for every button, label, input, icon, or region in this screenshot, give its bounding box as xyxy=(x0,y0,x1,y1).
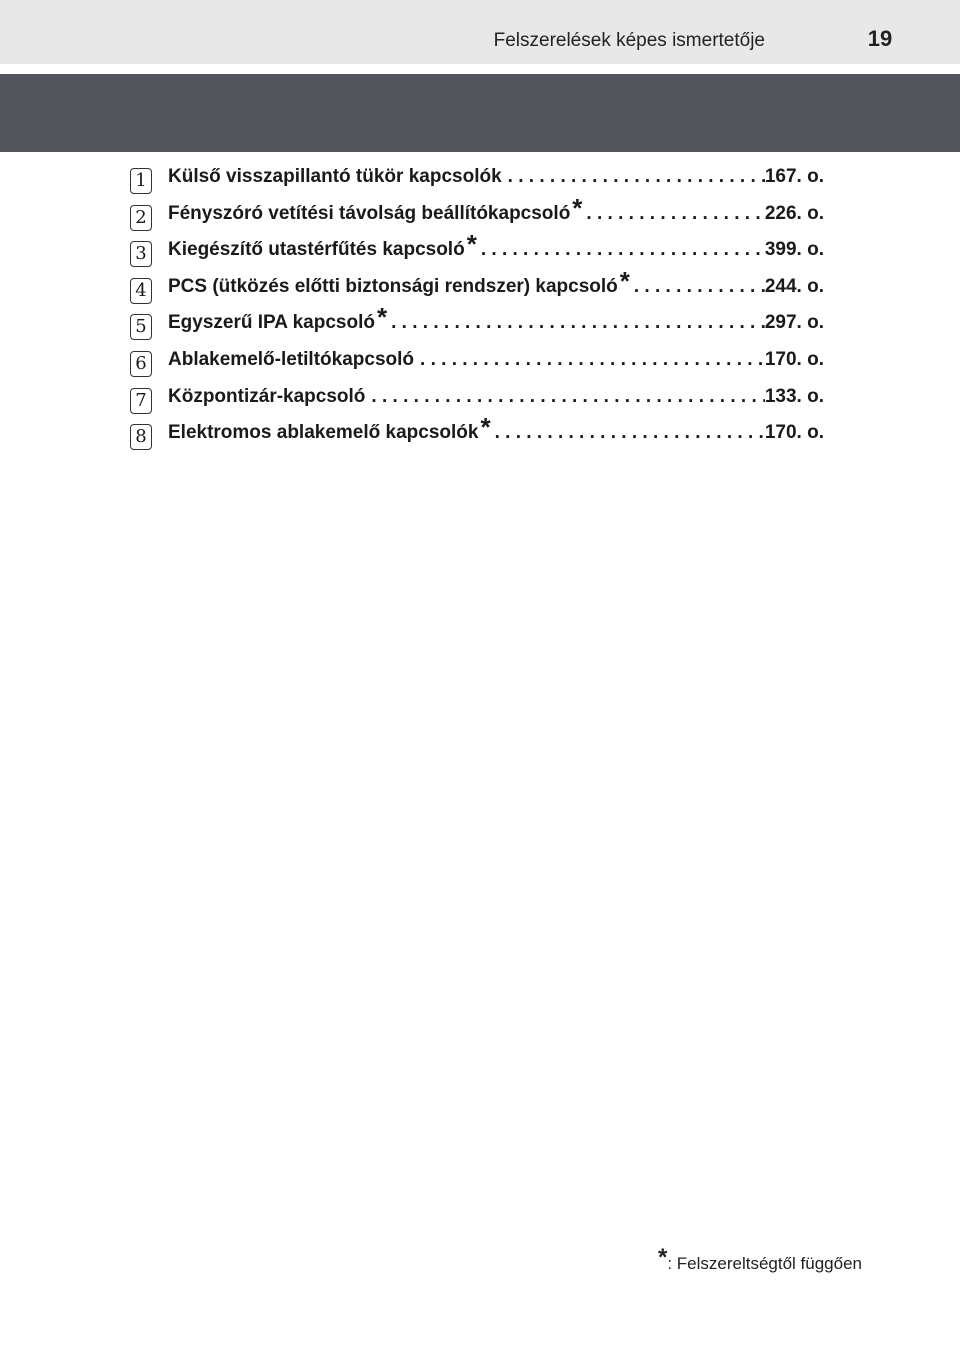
footnote-asterisk: * xyxy=(657,1244,668,1271)
item-label: Ablakemelő-letiltókapcsoló xyxy=(168,348,415,370)
dot-leader xyxy=(491,422,765,444)
item-number-badge: 3 xyxy=(130,241,152,267)
item-number-badge: 8 xyxy=(130,424,152,450)
item-page-ref[interactable]: 167. o. xyxy=(764,166,824,187)
item-page-ref[interactable]: 170. o. xyxy=(764,348,824,370)
header-band xyxy=(0,74,960,152)
dot-leader xyxy=(367,386,764,408)
dot-leader xyxy=(582,203,764,225)
item-label: Fényszóró vetítési távolság beállítókapcsoló* xyxy=(168,192,583,224)
toc-item[interactable] xyxy=(130,192,824,238)
item-number-badge: 5 xyxy=(130,314,152,340)
item-label: Központizár-kapcsoló xyxy=(168,385,366,407)
header-top-bar xyxy=(0,0,960,64)
page-number: 19 xyxy=(867,26,893,51)
item-number-badge: 7 xyxy=(130,388,152,414)
item-label: Külső visszapillantó tükör kapcsolók xyxy=(168,166,502,187)
item-page-ref[interactable]: 170. o. xyxy=(764,422,824,444)
toc-item[interactable] xyxy=(130,164,824,201)
toc-item[interactable] xyxy=(130,229,824,274)
asterisk-mark: * xyxy=(572,192,583,223)
item-number-badge: 2 xyxy=(130,205,152,231)
dot-leader xyxy=(387,312,765,334)
item-label: PCS (ütközés előtti biztonsági rendszer) kapcsoló* xyxy=(168,265,630,297)
dot-leader xyxy=(504,166,765,188)
toc-item[interactable] xyxy=(130,265,824,311)
toc-item[interactable] xyxy=(130,384,824,421)
item-page-ref[interactable]: 226. o. xyxy=(764,202,824,224)
footnote-text: : Felszereltségtől függően xyxy=(667,1254,862,1273)
item-label: Egyszerű IPA kapcsoló* xyxy=(168,302,388,334)
footnote xyxy=(657,1244,862,1276)
section-title: Felszerelések képes ismertetője xyxy=(493,30,765,51)
item-page-ref[interactable]: 399. o. xyxy=(764,239,824,261)
item-label: Kiegészítő utastérfűtés kapcsoló* xyxy=(168,229,477,261)
dot-leader xyxy=(416,349,765,371)
item-number-badge: 4 xyxy=(130,278,152,304)
asterisk-mark: * xyxy=(376,302,388,333)
dot-leader xyxy=(477,239,765,261)
toc-item[interactable] xyxy=(130,412,824,457)
item-page-ref[interactable]: 244. o. xyxy=(764,275,824,297)
asterisk-mark: * xyxy=(619,265,630,296)
dot-leader xyxy=(630,276,765,298)
toc-list xyxy=(130,164,824,457)
toc-item[interactable] xyxy=(130,302,824,347)
item-page-ref[interactable]: 297. o. xyxy=(764,312,824,334)
asterisk-mark: * xyxy=(480,412,491,443)
item-number-badge: 6 xyxy=(130,351,152,377)
toc-item[interactable] xyxy=(130,347,824,384)
item-label: Elektromos ablakemelő kapcsolók* xyxy=(168,412,491,444)
item-page-ref[interactable]: 133. o. xyxy=(764,385,824,407)
item-number-badge: 1 xyxy=(130,168,152,194)
asterisk-mark: * xyxy=(466,229,477,260)
